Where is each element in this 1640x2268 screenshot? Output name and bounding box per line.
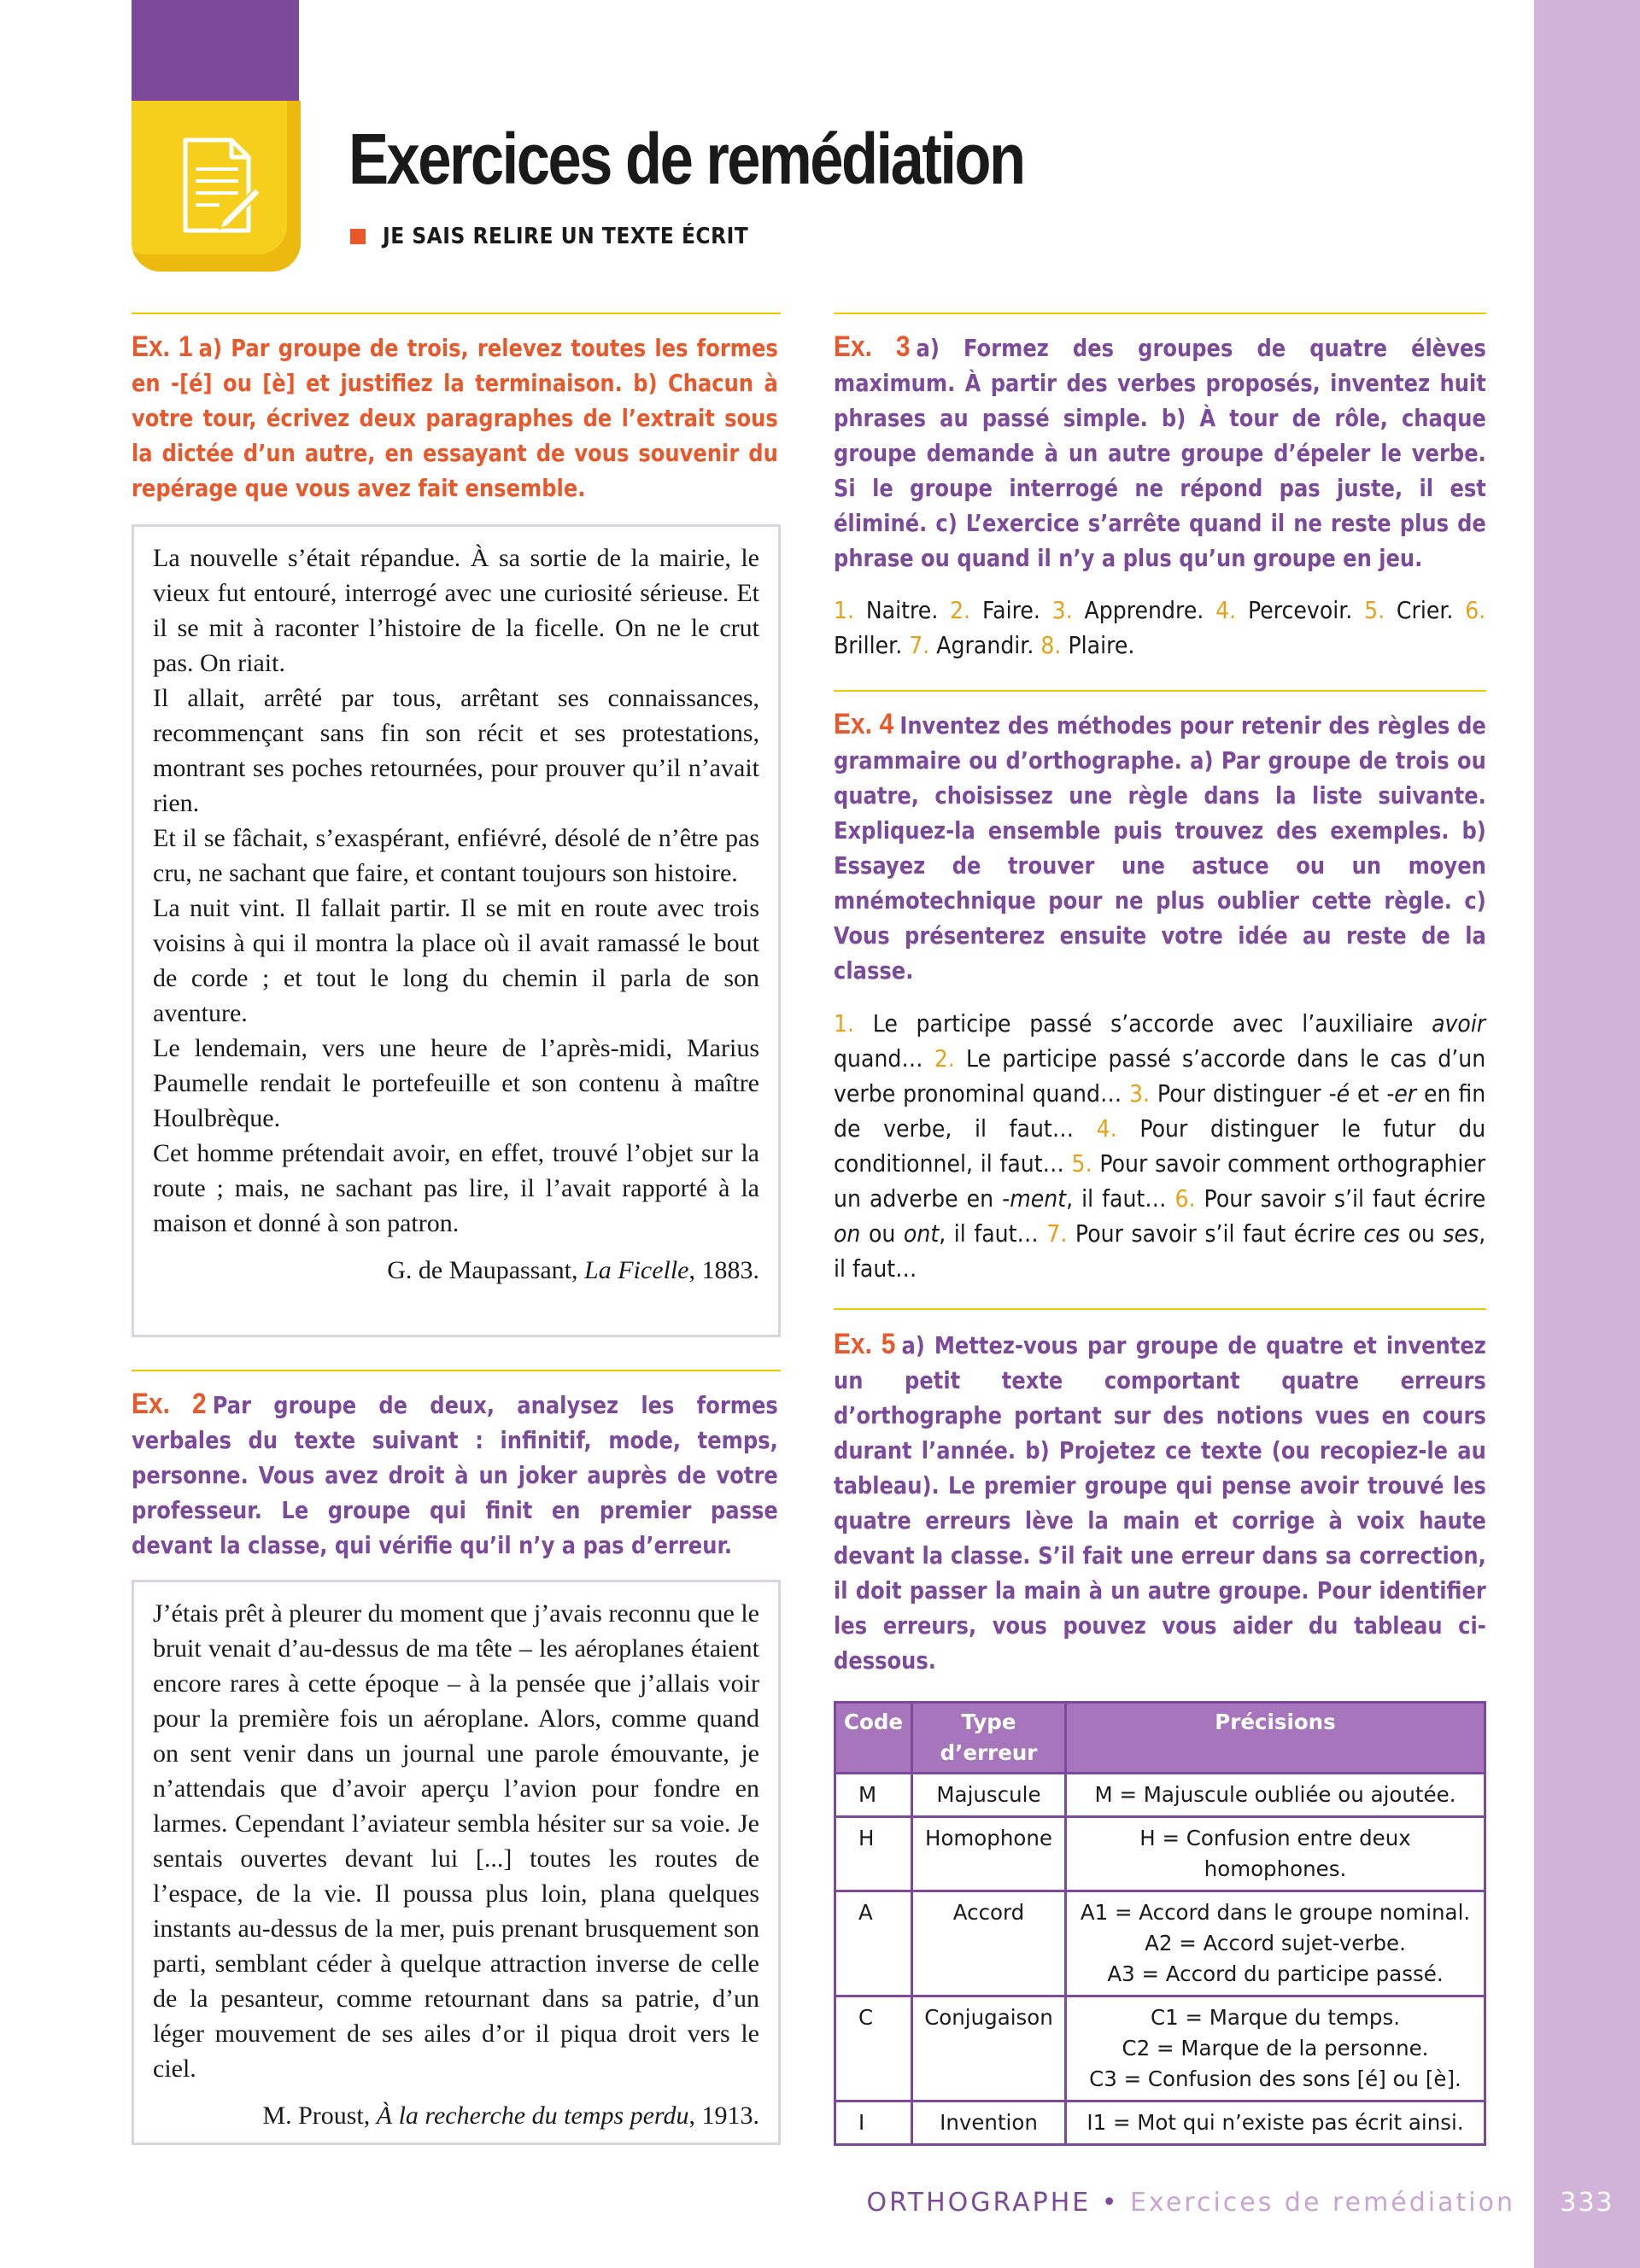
error-codes-table (834, 1701, 1486, 2146)
ex1-paragraph: Il allait, arrêté par tous, arrêtant ses connaissances, recommençant sans fin son récit et ses protestations, montrant ses poches retournées, pour prouver qu’il n’avait rien. (153, 684, 759, 817)
table-row: H Homophone H = Confusion entre deux homophones. (835, 1817, 1485, 1891)
ex1-label: Ex. 1 (132, 330, 193, 363)
table-row: I Invention I1 = Mot qui n’existe pas écrit ainsi. (835, 2101, 1485, 2145)
ex1-paragraph: La nouvelle s’était répandue. À sa sortie de la mairie, le vieux fut entouré, interrogé avec une curiosité sérieuse. Et il se mit à raconter l’histoire de la ficelle. On ne le crut pas. On riait. (153, 544, 759, 677)
ex2-instruction: Ex. 2 Par groupe de deux, analysez les formes verbales du texte suivant : infinitif, mode, temps, personne. Vous avez droit à un joker auprès de votre professeur. Le groupe qui finit en premier passe devant la classe, qui vérifie qu’il n’y a pas d’erreur. (132, 1388, 778, 1559)
ex4-instruction: Ex. 4 Inventez des méthodes pour retenir des règles de grammaire ou d’orthographe. a) Par groupe de trois ou quatre, choisissez une règle dans la liste suivante. Expliquez-la ensemble puis trouvez des exemples. b) Essayez de trouver une astuce ou un moyen mnémotechnique pour ne plus oublier cette règle. c) Vous présenterez ensuite votre idée au reste de la classe. (834, 708, 1486, 985)
table-header-row (835, 1703, 1485, 1774)
ex2-text: J’étais prêt à pleurer du moment que j’avais reconnu que le bruit venait d’au-dessus de ma tête – les aéroplanes étaient encore rares à cette époque – à la pensée que j’allais voir pour la première fois un aéroplane. Alors, comme quand on sent venir dans un journal une parole émouvante, je n’attendais que d’avoir aperçu l’avion pour fondre en larmes. Cependant l’aviateur sembla hésiter sur sa voie. Je sentais ouvertes devant lui [...] toutes les routes de l’espace, de la vie. Il poussa plus loin, plana quelques instants au-dessus de la mer, puis prenant brusquement son parti, semblant céder à quelque attraction inverse de celle de la pesanteur, comme retournant dans sa patrie, d’un léger mouvement de ses ailes d’or il piqua droit vers le ciel. (153, 1599, 759, 2083)
document-pencil-icon (175, 135, 261, 237)
divider (132, 1370, 781, 1371)
divider (834, 690, 1486, 692)
divider (834, 313, 1486, 314)
footer-chapter: Exercices de remédiation (1130, 2188, 1515, 2218)
page-number: 333 (1560, 2188, 1614, 2218)
footer-bullet: • (1101, 2188, 1120, 2218)
ex1-paragraph: Cet homme prétendait avoir, en effet, trouvé l’objet sur la route ; mais, ne sachant pas lire, il l’avait rapporté à la maison et donné à son patron. (153, 1139, 759, 1237)
column-header: Code (835, 1703, 912, 1774)
ex1-paragraph: Le lendemain, vers une heure de l’après-midi, Marius Paumelle rendait le portefeuille et son contenu à maître Houlbrèque. (153, 1034, 759, 1132)
ex1-paragraph: La nuit vint. Il fallait partir. Il se mit en route avec trois voisins à qui il montra la place où il avait ramassé le bout de corde ; et tout le long du chemin il parla de son aventure. (153, 894, 759, 1027)
ex2-label: Ex. 2 (132, 1388, 207, 1420)
page-sidebar (1534, 0, 1640, 2268)
ex3-list: 1. Naitre. 2. Faire. 3. Apprendre. 4. Percevoir. 5. Crier. 6. Briller. 7. Agrandir. 8. Plaire. (834, 596, 1486, 659)
subtitle-bullet (350, 229, 366, 244)
ex2-text-box (132, 1580, 781, 2145)
ex1-instruction: Ex. 1 a) Par groupe de trois, relevez toutes les formes en -[é] ou [è] et justifiez la terminaison. b) Chacun à votre tour, écrivez deux paragraphes de l’extrait sous la dictée d’un autre, en essayant de vous souvenir du repérage que vous avez fait ensemble. (132, 330, 778, 502)
divider (834, 1308, 1486, 1310)
table-row: A Accord A1 = Accord dans le groupe nominal. A2 = Accord sujet-verbe. A3 = Accord du participe passé. (835, 1891, 1485, 1996)
table-row: M Majuscule M = Majuscule oubliée ou ajoutée. (835, 1774, 1485, 1817)
divider (132, 313, 781, 314)
ex1-text-box (132, 524, 781, 1337)
column-header: Précisions (1066, 1703, 1485, 1774)
column-header: Type d’erreur (912, 1703, 1066, 1774)
ex2-source: M. Proust, À la recherche du temps perdu, 1913. (262, 2101, 759, 2130)
page-subtitle: JE SAIS RELIRE UN TEXTE ÉCRIT (383, 224, 749, 249)
ex4-list: 1. Le participe passé s’accorde avec l’auxiliaire avoir quand… 2. Le participe passé s’accorde dans le cas d’un verbe pronominal quand… 3. Pour distinguer -é et -er en fin de verbe, il faut… 4. Pour distinguer le futur du conditionnel, il faut… 5. Pour savoir comment orthographier un adverbe en -ment, il faut… 6. Pour savoir s’il faut écrire on ou ont, il faut… 7. Pour savoir s’il faut écrire ces ou ses, il faut… (834, 1009, 1486, 1283)
ex4-label: Ex. 4 (834, 708, 894, 740)
ex5-instruction: Ex. 5 a) Mettez-vous par groupe de quatre et inventez un petit texte comportant quatre erreurs d’orthographe portant sur des notions vues en cours durant l’année. b) Projetez ce texte (ou recopiez-le au tableau). Le premier groupe qui pense avoir trouvé les quatre erreurs lève la main et corrige à voix haute devant la classe. S’il fait une erreur dans sa correction, il doit passer la main à un autre groupe. Pour identifier les erreurs, vous pouvez vous aider du tableau ci-dessous. (834, 1328, 1486, 1675)
ex1-paragraph: Et il se fâchait, s’exaspérant, enfiévré, désolé de n’être pas cru, ne sachant que faire, et contant toujours son histoire. (153, 824, 759, 887)
footer-section: ORTHOGRAPHE (866, 2188, 1092, 2218)
ex3-instruction: Ex. 3 a) Formez des groupes de quatre élèves maximum. À partir des verbes proposés, inventez huit phrases au passé simple. b) À tour de rôle, chaque groupe demande à un autre groupe d’épeler le verbe. Si le groupe interrogé ne répond pas juste, il est éliminé. c) L’exercice s’arrête quand il ne reste plus de phrase ou quand il n’y a plus qu’un groupe en jeu. (834, 330, 1486, 572)
page-title: Exercices de remédiation (348, 119, 1024, 199)
ex5-label: Ex. 5 (834, 1328, 896, 1360)
ex3-label: Ex. 3 (834, 330, 911, 363)
page-footer (866, 2188, 1515, 2218)
ex1-source: G. de Maupassant, La Ficelle, 1883. (387, 1256, 759, 1284)
table-row: C Conjugaison C1 = Marque du temps. C2 = Marque de la personne. C3 = Confusion des sons [é] ou [è]. (835, 1996, 1485, 2101)
